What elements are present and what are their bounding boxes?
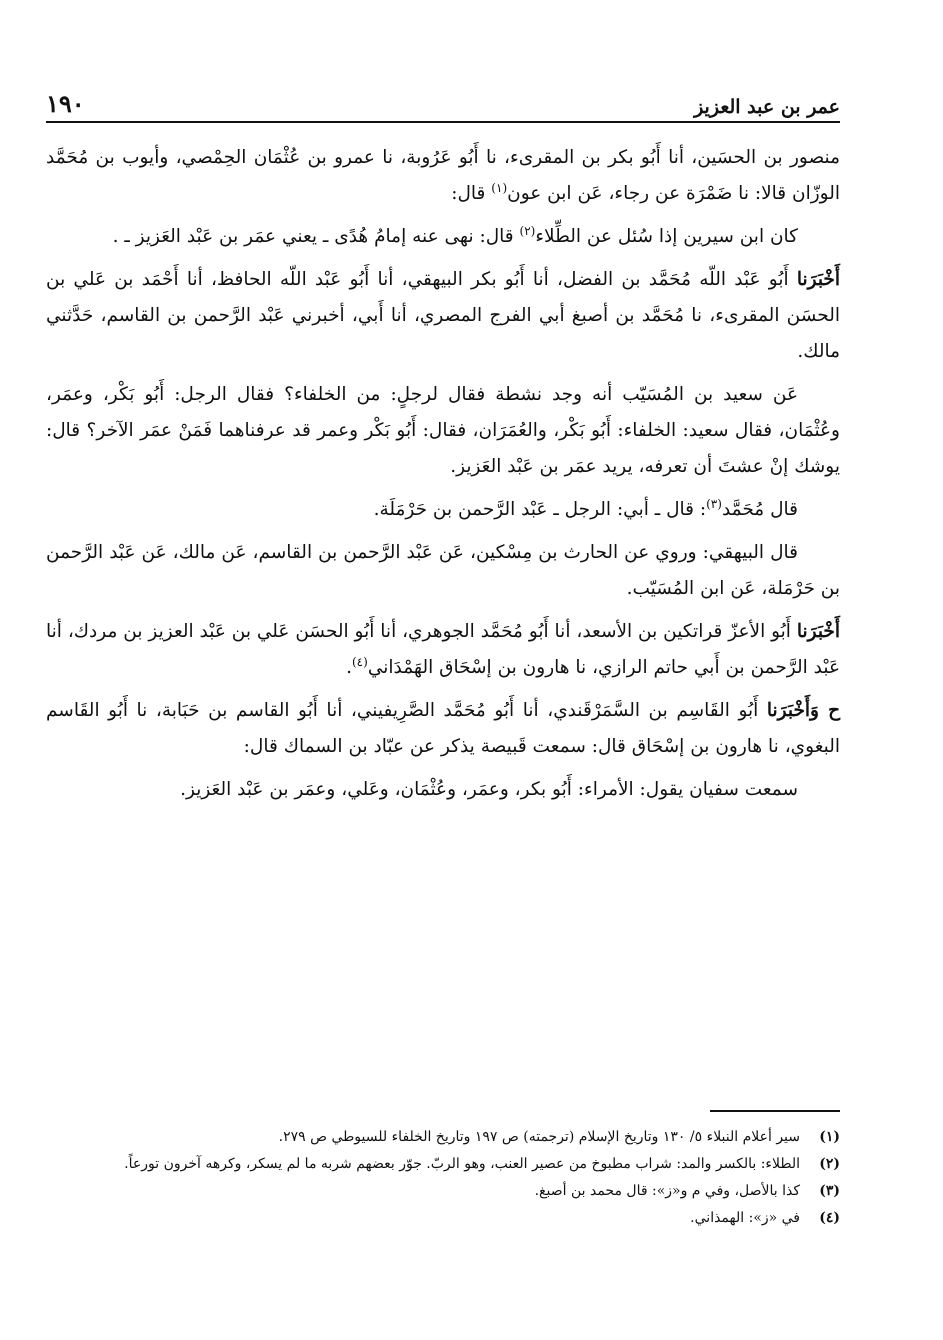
footnote-text: كذا بالأصل، وفي م و«ز»: قال محمد بن أصبغ. — [534, 1183, 800, 1199]
footnote — [46, 1205, 840, 1232]
paragraph-7: أَخْبَرَنا أَبُو الأعزّ قراتكين بن الأسعد، أنا أَبُو مُحَمَّد الجوهري، أنا أَبُو الحسَن عَلي بن عَبْد العزيز بن مردك، أنا عَبْد الرَّحمن بن أَبي حاتم الرازي، نا هارون بن إسْحَاق الهَمْدَاني$^{(٤)}$. — [46, 621, 840, 678]
footnote-ref-1: (١) — [491, 180, 508, 195]
chain-keyword: أَخْبَرَنا — [796, 269, 840, 290]
footnote-text: سير أعلام النبلاء ٥/ ١٣٠ وتاريخ الإسلام (ترجمته) ص ١٩٧ وتاريخ الخلفاء للسيوطي ص ٢٧٩. — [278, 1129, 800, 1145]
paragraph-1: منصور بن الحسَين، أنا أَبُو بكر بن المقرىء، نا أَبُو عَرُوبة، نا عمرو بن عُثْمَان الحِمْصي، وأيوب بن مُحَمَّد الوزّان قالا: نا ضَمْرَة عن رجاء، عَن ابن عون$^{(١)}$ قال: — [46, 147, 840, 204]
footnote-number: (٤) — [819, 1210, 840, 1226]
paragraph-6: قال البيهقي: وروي عن الحارث بن مِسْكين، عَن عَبْد الرَّحمن بن القاسم، عَن مالك، عَن عَبْد الرَّحمن بن حَرْمَلة، عَن ابن المُسَيّب. — [46, 542, 840, 599]
footnote-ref-3: (٣) — [706, 496, 722, 511]
footnote-ref-4: (٤) — [351, 654, 368, 669]
main-text — [46, 140, 840, 815]
footnote-text: الطلاء: بالكسر والمد: شراب مطبوخ من عصير العنب، وهو الربّ. جوّر بعضهم شربه ما لم يسكر، وكرهه آخرون تورعاً. — [124, 1156, 800, 1172]
footnote — [46, 1178, 840, 1205]
chain-keyword: أَخْبَرَنا — [796, 621, 840, 642]
paragraph-8: ح وَأَخْبَرَنا أَبُو القَاسِم بن السَّمَرْقَندي، أنا أَبُو مُحَمَّد الصَّرِيفيني، أنا أَبُو القاسم بن حَبَابة، نا أَبُو القَاسم البغوي، نا هارون بن إسْحَاق قال: سمعت قَبيصة يذكر عن عبّاد بن السماك قال: — [46, 700, 841, 757]
page-header — [46, 84, 840, 118]
paragraph-5: قال مُحَمَّد$^{(٣)}$: قال ـ أبي: الرجل ـ عَبْد الرَّحمن بن حَرْمَلَة. — [373, 496, 798, 520]
chain-keyword: ح وَأَخْبَرَنا — [766, 700, 841, 721]
footnotes — [46, 1124, 840, 1232]
footnote-number: (٣) — [819, 1183, 840, 1199]
footnote — [46, 1124, 840, 1151]
footnote-text: في «ز»: الهمذاني. — [690, 1210, 800, 1226]
page-number: ١٩٠ — [46, 89, 85, 118]
footnote-ref-2: (٢) — [519, 223, 536, 238]
paragraph-4: عَن سعيد بن المُسَيّب أنه وجد نشطة فقال لرجلٍ: من الخلفاء؟ فقال الرجل: أَبُو بَكْر، وعمَر، وعُثْمَان، فقال سعيد: الخلفاء: أَبُو بَكْر، والعُمَرَان، فقال: أَبُو بَكْر وعمر قد عرفناهما فَمَنْ عمَر الآخر؟ قال: يوشك إنْ عشتَ أن تعرفه، يريد عمَر بن عَبْد العَزيز. — [46, 384, 840, 477]
footnote-number: (٢) — [819, 1156, 840, 1172]
running-title: عمر بن عبد العزيز — [694, 96, 840, 118]
paragraph-2: كان ابن سيرين إذا سُئل عن الطِّلاء$^{(٢)}$ قال: نهى عنه إمامُ هُدًى ـ يعني عمَر بن عَبْد العَزيز ـ . — [112, 223, 798, 247]
paragraph-3: أَخْبَرَنا أَبُو عَبْد اللّه مُحَمَّد بن الفضل، أنا أَبُو بكر البيهقي، أنا أَبُو عَبْد اللّه الحافظ، أنا أَحْمَد بن عَلي بن الحسَن المقرىء، نا مُحَمَّد بن أصبغ أبي الفرج المصري، أنا أَبي، أخبرني عَبْد الرَّحمن بن القاسم، حَدَّثني مالك. — [46, 269, 840, 362]
footnote-number: (١) — [819, 1129, 840, 1145]
paragraph-9: سمعت سفيان يقول: الأمراء: أَبُو بكر، وعمَر، وعُثْمَان، وعَلي، وعمَر بن عَبْد العَزيز. — [180, 779, 798, 800]
footnote-rule — [710, 1110, 840, 1112]
header-rule — [46, 121, 840, 123]
footnote — [46, 1151, 840, 1178]
